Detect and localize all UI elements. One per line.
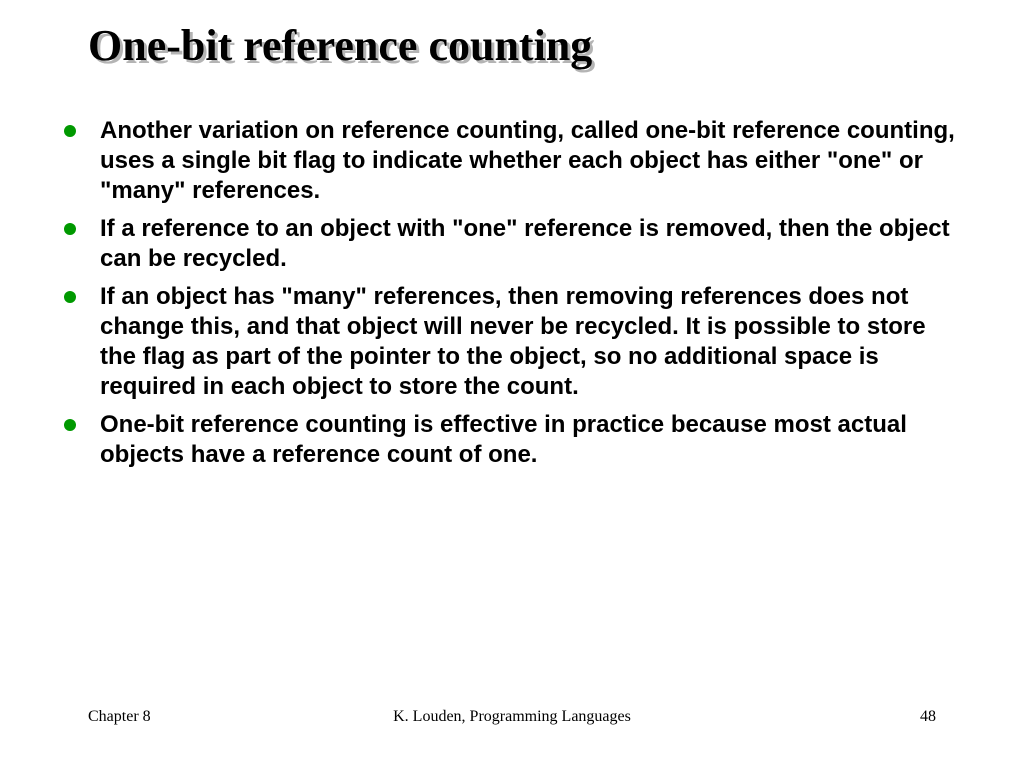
bullet-text: If a reference to an object with "one" reference is removed, then the object can be recycled. [100, 215, 950, 272]
footer-author: K. Louden, Programming Languages [393, 708, 631, 725]
slide-title: One-bit reference counting [88, 21, 593, 70]
bullet-text: One-bit reference counting is effective in practice because most actual objects have a reference count of one. [100, 411, 907, 468]
bullet-item [60, 214, 960, 274]
bullet-dot-icon [64, 419, 76, 431]
bullet-item [60, 282, 960, 402]
bullet-text: If an object has "many" references, then removing references does not change this, and that object will never be recycled. It is possible to store the flag as part of the pointer to the object, so no additional space is required in each object to store the count. [100, 283, 926, 400]
footer-page-number: 48 [920, 708, 936, 725]
bullet-list [60, 116, 960, 478]
bullet-dot-icon [64, 291, 76, 303]
bullet-item [60, 410, 960, 470]
bullet-text: Another variation on reference counting, called one-bit reference counting, uses a single bit flag to indicate whether each object has either "one" or "many" references. [100, 117, 955, 204]
bullet-item [60, 116, 960, 206]
bullet-dot-icon [64, 223, 76, 235]
bullet-dot-icon [64, 125, 76, 137]
footer-chapter: Chapter 8 [88, 708, 151, 725]
